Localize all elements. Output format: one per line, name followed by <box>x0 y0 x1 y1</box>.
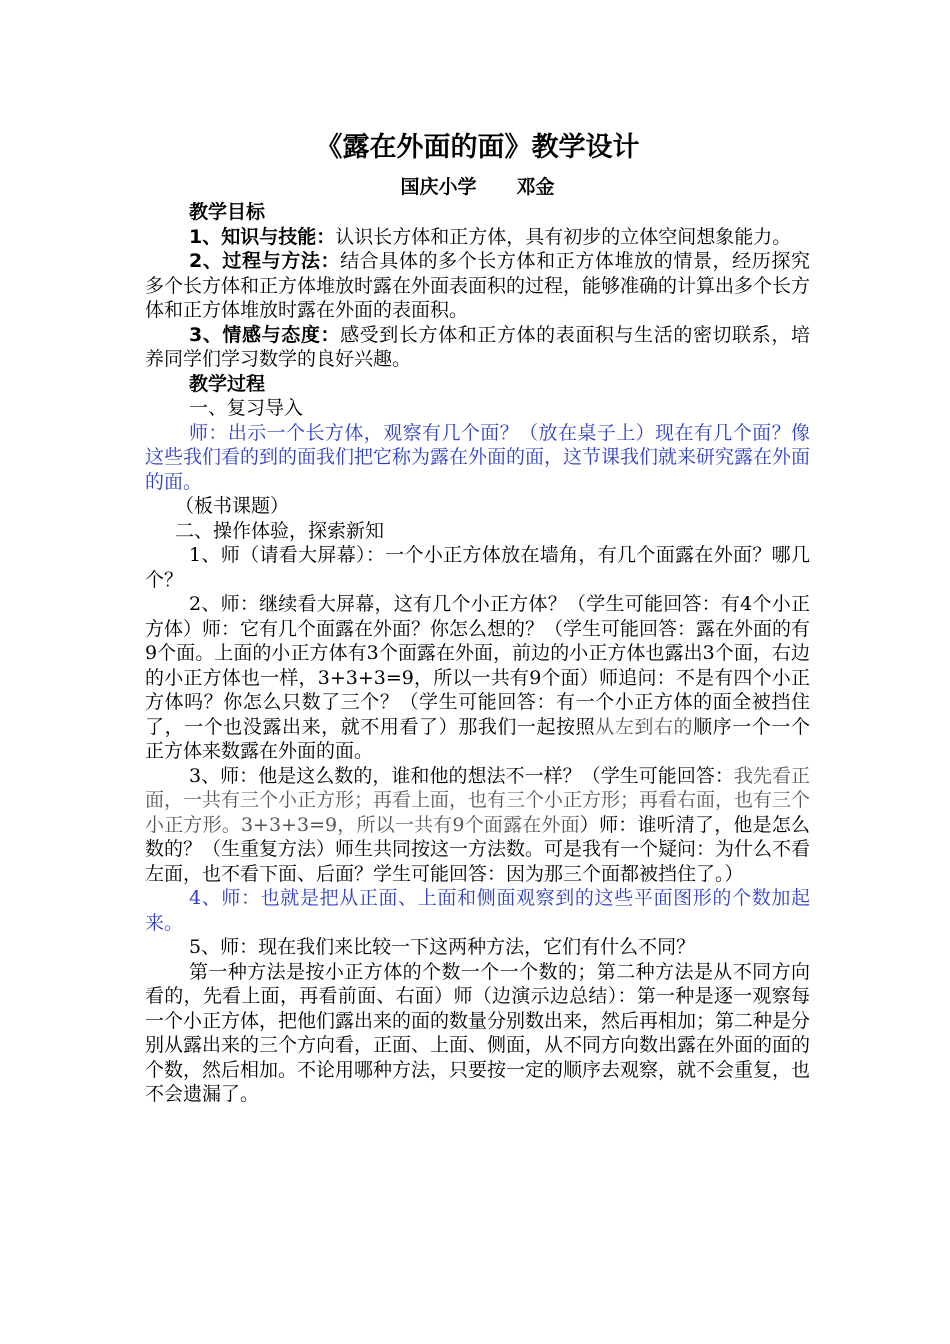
goal-knowledge-text: 认识长方体和正方体，具有初步的立体空间想象能力。 <box>335 225 792 248</box>
goal-process-lead: 2、过程与方法： <box>189 250 341 272</box>
author-line <box>145 174 810 200</box>
school-name: 国庆小学 <box>400 176 477 198</box>
step-3-text-c: ）师：谁听清了，他是怎么数的？（生重复方法）师生共同按这一方法数。可是我有一个疑问：为什么不看左面，也不看下面、后面？学生可能回答：因为那三个面都被挡住了。） <box>145 813 811 885</box>
process-heading: 教学过程 <box>189 372 266 395</box>
paragraph-board-title: （板书课题） <box>175 495 290 517</box>
document-body <box>145 128 810 1107</box>
goal-knowledge-lead: 1、知识与技能： <box>189 225 336 248</box>
paragraph-step-2 <box>145 592 810 764</box>
step-3-text-b: 我先看正面，一共有三个小正方形；再看上面，也有三个小正方形；再看右面，也有三个小正方形。3+3+3=9，所以一共有9个面露在外面 <box>145 764 811 836</box>
paragraph-summary: 第一种方法是按小正方体的个数一个一个数的；第二种方法是从不同方向看的，先看上面，再看前面、右面）师（边演示边总结）：第一种是逐一观察每一个小正方体，把他们露出来的面的数量分别数出来，然后再相加；第二种是分别从露出来的三个方向看，正面、上面、侧面，从不同方向数出露在外面的面的个数，然后相加。不论用哪种方法，只要按一定的顺序去观察，就不会重复，也不会遗漏了。 <box>145 960 811 1105</box>
step-2-text-c: 顺序一个一个正方体来数露在外面的面。 <box>145 715 810 762</box>
step-2-text-b: 从左到右的 <box>595 715 694 738</box>
step-2-text-a: 2、师：继续看大屏幕，这有几个小正方体？（学生可能回答：有4个小正方体）师：它有几个面露在外面？你怎么想的？（学生可能回答：露在外面的有9个面。上面的小正方体有3个面露在外面，前边的小正方体也露出3个面，右边的小正方体也一样，3+3+3=9，所以一共有9个面）师追问：不是有四个小正方体吗？你怎么只数了三个？（学生可能回答：有一个小正方体的面全被挡住了，一个也没露出来，就不用看了）那我们一起按照 <box>145 593 811 738</box>
goal-attitude-lead: 3、情感与态度： <box>189 323 341 346</box>
goal-attitude <box>145 323 810 372</box>
paragraph-review: 师：出示一个长方体，观察有几个面？（放在桌子上）现在有几个面？像这些我们看的到的面我们把它称为露在外面的面，这节课我们就来研究露在外面的面。 <box>145 421 811 493</box>
author-name: 邓金 <box>516 176 555 198</box>
document-title: 《露在外面的面》教学设计 <box>315 132 640 163</box>
paragraph-step-5: 5、师：现在我们来比较一下这两种方法，它们有什么不同？ <box>189 936 696 958</box>
goal-process-text: 结合具体的多个长方体和正方体堆放的情景，经历探究多个长方体和正方体堆放时露在外面表面积的过程，能够准确的计算出多个长方体和正方体堆放时露在外面的表面积。 <box>145 250 811 321</box>
goal-attitude-text: 感受到长方体和正方体的表面积与生活的密切联系，培养同学们学习数学的良好兴趣。 <box>145 323 810 370</box>
paragraph-step-1: 1、师（请看大屏幕）：一个小正方体放在墙角，有几个面露在外面？哪几个？ <box>145 544 810 591</box>
goal-knowledge <box>145 225 810 250</box>
section-review: 一、复习导入 <box>189 397 304 419</box>
step-3-text-a: 3、师：他是这么数的，谁和他的想法不一样？（学生可能回答： <box>189 764 734 787</box>
goals-heading: 教学目标 <box>189 201 266 223</box>
paragraph-step-4: 4、师：也就是把从正面、上面和侧面观察到的这些平面图形的个数加起来。 <box>145 887 810 934</box>
section-explore: 二、操作体验，探索新知 <box>175 519 385 542</box>
goal-process <box>145 249 810 323</box>
paragraph-step-3 <box>145 764 810 887</box>
